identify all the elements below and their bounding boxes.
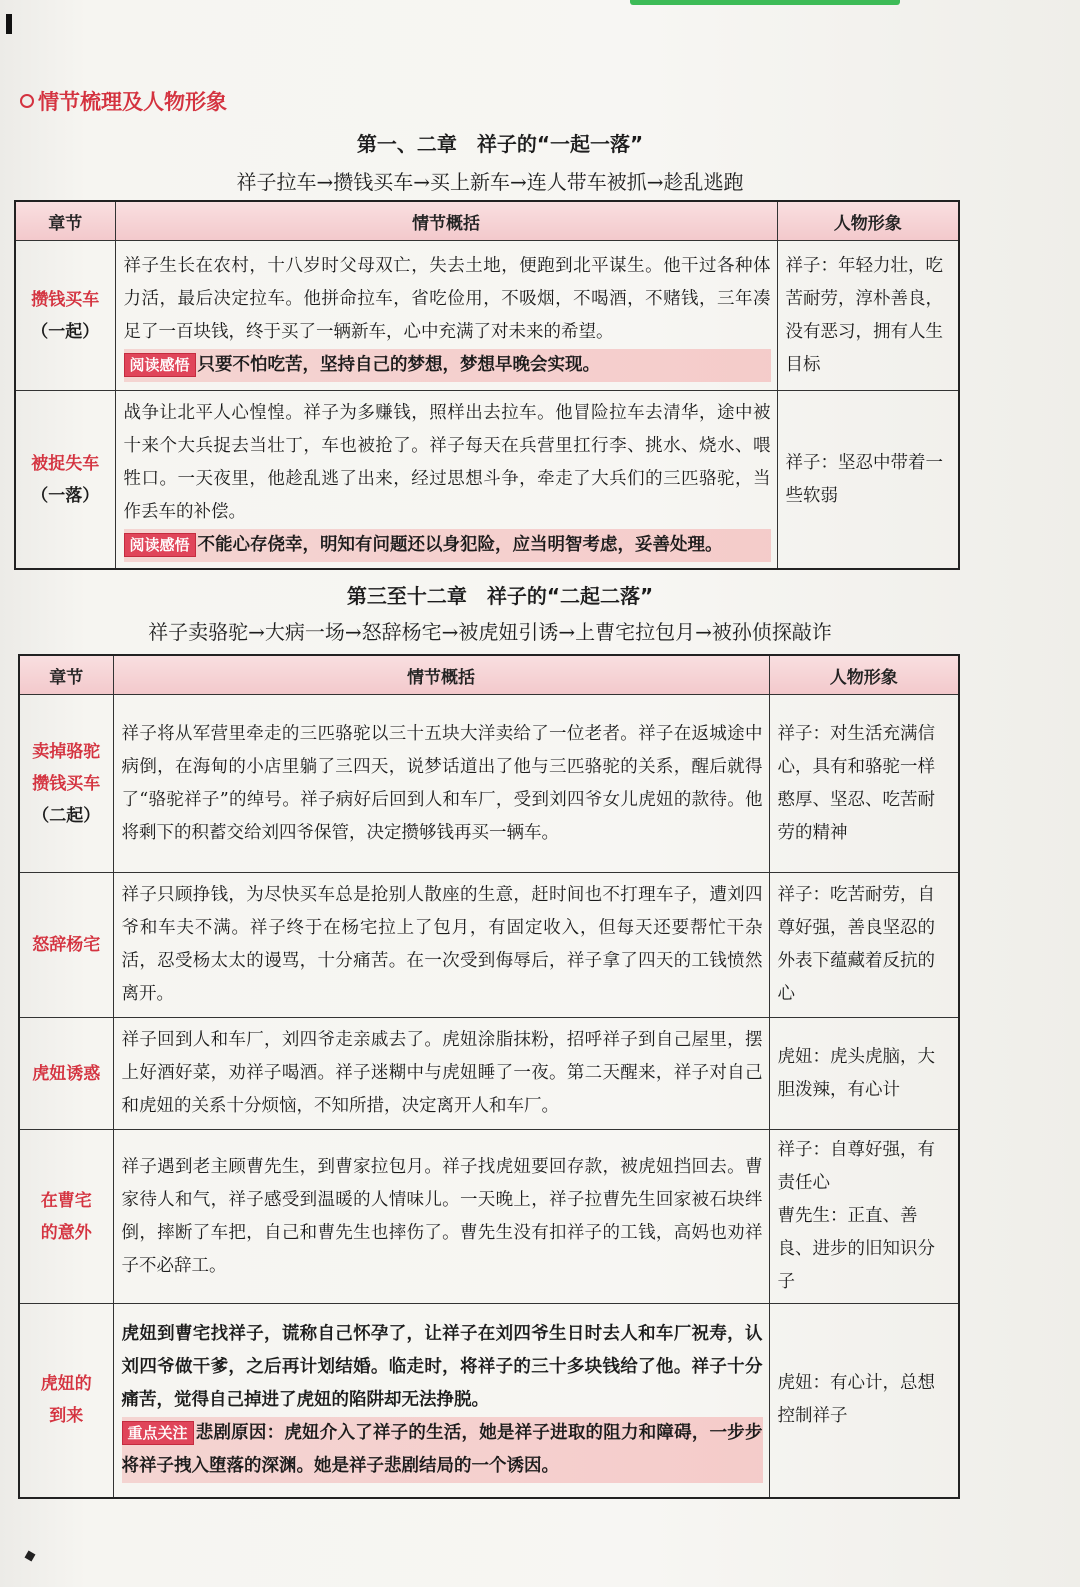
header-chapter: 章节 (15, 201, 115, 241)
part-2-flow: 祥子卖骆驼→大病一场→怒辞杨宅→被虎妞引诱→上曹宅拉包月→被孙侦探敲诈 (148, 620, 832, 644)
chapter-name: 攒钱买车 (31, 289, 100, 310)
summary-text: 祥子回到人和车厂，刘四爷走亲戚去了。虎妞涂脂抹粉，招呼祥子到自己屋里，摆上好酒好菜，劝祥子喝酒。祥子迷糊中与虎妞睡了一夜。第二天醒来，祥子对自己和虎妞的关系十分烦恼，不知所措，决定离开人和车厂。 (121, 1030, 763, 1116)
summary-text: 战争让北平人心惶惶。祥子为多赚钱，照样出去拉车。他冒险拉车去清华，途中被十来个大兵捉去当壮丁，车也被抢了。祥子每天在兵营里扛行李、挑水、烧水、喂牲口。一天夜里，他趁乱逃了出来，经过思想斗争，牵走了大兵们的三匹骆驼，当作丢车的补偿。 (123, 403, 771, 522)
chapter-name: 怒辞杨宅 (32, 935, 101, 955)
header-persona: 人物形象 (777, 201, 959, 241)
persona-cell: 虎妞：虎头虎脑，大胆泼辣，有心计 (769, 1018, 959, 1130)
note-text: 只要不怕吃苦，坚持自己的梦想，梦想早晚会实现。 (197, 354, 601, 375)
persona-cell: 祥子：年轻力壮，吃苦耐劳，淳朴善良，没有恶习，拥有人生目标 (777, 241, 959, 391)
chapter-cell (19, 1018, 113, 1130)
persona-cell: 祥子：吃苦耐劳，自尊好强，善良坚忍的外表下蕴藏着反抗的心 (769, 873, 959, 1018)
chapter-name: 在曹宅的意外 (40, 1190, 92, 1243)
table-row (15, 241, 959, 391)
table-row (19, 873, 959, 1018)
table-row (19, 1304, 959, 1498)
chapter-cell (15, 391, 115, 570)
bullet-circle-icon (20, 94, 34, 108)
table-row (19, 1130, 959, 1304)
chapter-sub: （一落） (31, 485, 100, 506)
summary-text: 祥子生长在农村，十八岁时父母双亡，失去土地，便跑到北平谋生。他干过各种体力活，最后决定拉车。他拼命拉车，省吃俭用，不吸烟，不喝酒，不赌钱，三年凑足了一百块钱，终于买了一辆新车，心中充满了对未来的希望。 (123, 255, 771, 342)
table-header-row (15, 201, 959, 241)
summary-text: 祥子只顾挣钱，为尽快买车总是抢别人散座的生意，赶时间也不打理车子，遭刘四爷和车夫不满。祥子终于在杨宅拉上了包月，有固定收入，但每天还要帮忙干杂活，忍受杨太太的谩骂，十分痛苦。在一次受到侮辱后，祥子拿了四天的工钱愤然离开。 (121, 885, 763, 1004)
summary-text: 虎妞到曹宅找祥子，谎称自己怀孕了，让祥子在刘四爷生日时去人和车厂祝寿，认刘四爷做干爹，之后再计划结婚。临走时，将祥子的三十多块钱给了他。祥子十分痛苦，觉得自己掉进了虎妞的陷阱却无法挣脱。 (121, 1323, 763, 1410)
summary-text: 祥子遇到老主顾曹先生，到曹家拉包月。祥子找虎妞要回存款，被虎妞挡回去。曹家待人和气，祥子感受到温暖的人情味儿。一天晚上，祥子拉曹先生回家被石块绊倒，摔断了车把，自己和曹先生也摔伤了。曹先生没有扣祥子的工钱，高妈也劝祥子不必辞工。 (121, 1156, 763, 1276)
summary-cell (115, 391, 777, 570)
reading-note (124, 349, 771, 382)
persona-cell: 祥子：坚忍中带着一些软弱 (777, 391, 959, 570)
chapter-cell (19, 1130, 113, 1304)
key-focus-note (122, 1417, 763, 1483)
page-corner-mark (25, 1551, 36, 1562)
summary-cell (115, 241, 777, 391)
summary-cell (113, 1304, 769, 1498)
chapter-cell (15, 241, 115, 391)
note-tag: 重点关注 (122, 1421, 194, 1445)
chapter-cell (19, 1304, 113, 1498)
chapter-name: 虎妞的到来 (40, 1374, 92, 1427)
chapter-name: 被捉失车 (31, 453, 100, 474)
green-bookmark-strip (630, 0, 900, 5)
chapter-cell (19, 695, 113, 873)
summary-cell (113, 1130, 769, 1304)
chapter-name: 卖掉骆驼攒钱买车 (32, 741, 101, 794)
table-row (19, 695, 959, 873)
chapter-sub: （二起） (32, 805, 101, 826)
note-text: 悲剧原因：虎妞介入了祥子的生活，她是祥子进取的阻力和障碍，一步步将祥子拽入堕落的深渊。她是祥子悲剧结局的一个诱因。 (121, 1422, 763, 1476)
part-2-title: 第三至十二章 祥子的“二起二落” (346, 584, 654, 608)
reading-note (124, 529, 771, 562)
summary-cell (113, 695, 769, 873)
summary-cell (113, 873, 769, 1018)
chapter-sub: （一起） (31, 321, 100, 342)
chapter-cell (19, 873, 113, 1018)
note-text: 不能心存侥幸，明知有问题还以身犯险，应当明智考虑，妥善处理。 (197, 535, 723, 555)
header-chapter: 章节 (19, 655, 113, 695)
page-edge-mark (6, 14, 12, 34)
part-1-flow: 祥子拉车→攒钱买车→买上新车→连人带车被抓→趁乱逃跑 (236, 170, 744, 194)
persona-cell: 祥子：对生活充满信心，具有和骆驼一样憨厚、坚忍、吃苦耐劳的精神 (769, 695, 959, 873)
part-1-title: 第一、二章 祥子的“一起一落” (356, 132, 644, 156)
part-1-table (14, 200, 960, 570)
part-2-table (18, 654, 960, 1499)
summary-text: 祥子将从军营里牵走的三匹骆驼以三十五块大洋卖给了一位老者。祥子在返城途中病倒，在海甸的小店里躺了三四天，说梦话道出了他与三匹骆驼的关系，醒后就得了“骆驼祥子”的绰号。祥子病好后回到人和车厂，受到刘四爷女儿虎妞的款待。他将剩下的积蓄交给刘四爷保管，决定攒够钱再买一辆车。 (121, 723, 763, 843)
persona-line: 祥子：自尊好强，有责任心 (777, 1140, 935, 1193)
summary-cell (113, 1018, 769, 1130)
header-summary: 情节概括 (115, 201, 777, 241)
header-summary: 情节概括 (113, 655, 769, 695)
table-row (15, 391, 959, 570)
section-title (20, 86, 227, 116)
persona-cell (769, 1130, 959, 1304)
section-title-text: 情节梳理及人物形象 (38, 90, 227, 114)
note-tag: 阅读感悟 (124, 533, 196, 557)
note-tag: 阅读感悟 (124, 353, 196, 377)
table-row (19, 1018, 959, 1130)
persona-cell: 虎妞：有心计，总想控制祥子 (769, 1304, 959, 1498)
persona-line: 曹先生：正直、善良、进步的旧知识分子 (777, 1206, 935, 1292)
header-persona: 人物形象 (769, 655, 959, 695)
table-header-row (19, 655, 959, 695)
chapter-name: 虎妞诱惑 (32, 1063, 101, 1084)
